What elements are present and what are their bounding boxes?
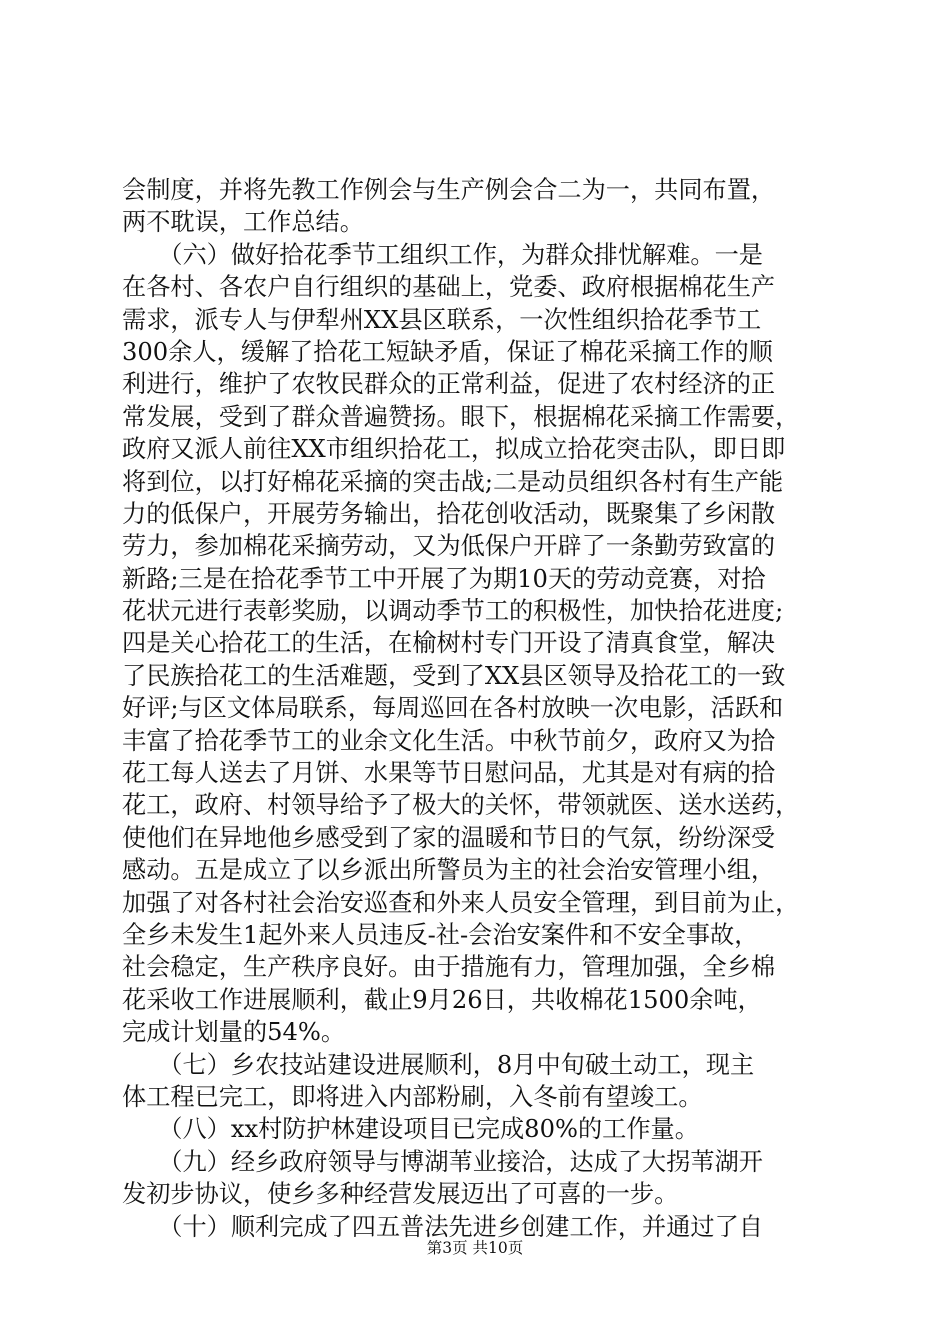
text-line: 两不耽误，工作总结。 (122, 208, 364, 237)
text-line: 劳力，参加棉花采摘劳动，又为低保户开辟了一条勤劳致富的 (122, 532, 776, 561)
text-line: 在各村、各农户自行组织的基础上，党委、政府根据棉花生产 (122, 273, 776, 302)
text-line: 利进行，维护了农牧民群众的正常利益，促进了农村经济的正 (122, 370, 776, 399)
text-line: 丰富了拾花季节工的业余文化生活。中秋节前夕，政府又为拾 (122, 726, 776, 755)
text-line: 了民族拾花工的生活难题，受到了XX县区领导及拾花工的一致 (122, 661, 786, 690)
text-line: 社会稳定，生产秩序良好。由于措施有力，管理加强，全乡棉 (122, 953, 776, 982)
text-line: 体工程已完工，即将进入内部粉刷，入冬前有望竣工。 (122, 1082, 703, 1111)
text-line: 政府又派人前往XX市组织拾花工，拟成立拾花突击队，即日即 (122, 435, 786, 464)
text-line: 需求，派专人与伊犁州XX县区联系，一次性组织拾花季节工 (122, 305, 762, 334)
text-line: 完成计划量的54%。 (122, 1018, 346, 1047)
text-line: 感动。五是成立了以乡派出所警员为主的社会治安管理小组， (122, 856, 776, 885)
text-line: 300余人，缓解了拾花工短缺矛盾，保证了棉花采摘工作的顺 (122, 337, 773, 366)
text-line: 会制度，并将先教工作例会与生产例会合二为一，共同布置， (122, 176, 776, 204)
text-line: （九）经乡政府领导与博湖苇业接洽，达成了大拐苇湖开 (122, 1147, 763, 1176)
text-line: 常发展，受到了群众普遍赞扬。眼下，根据棉花采摘工作需要， (122, 402, 800, 431)
text-line: 发初步协议，使乡多种经营发展迈出了可喜的一步。 (122, 1180, 679, 1209)
text-line: 花工，政府、村领导给予了极大的关怀，带领就医、送水送药， (122, 791, 800, 820)
text-line: （六）做好拾花季节工组织工作，为群众排忧解难。一是 (122, 240, 763, 269)
text-line: 花采收工作进展顺利，截止9月26日，共收棉花1500余吨， (122, 985, 762, 1014)
text-line: 力的低保户，开展劳务输出，拾花创收活动，既聚集了乡闲散 (122, 499, 776, 528)
text-line: 加强了对各村社会治安巡查和外来人员安全管理，到目前为止， (122, 888, 800, 917)
text-line: （八）xx村防护林建设项目已完成80%的工作量。 (122, 1115, 699, 1144)
text-line: 四是关心拾花工的生活，在榆树村专门开设了清真食堂，解决 (122, 629, 776, 658)
text-line: 全乡未发生1起外来人员违反-社-会治安案件和不安全事故， (122, 920, 759, 949)
page-number-footer: 第3页 共10页 (426, 1239, 524, 1257)
text-line: （十）顺利完成了四五普法先进乡创建工作，并通过了自 (122, 1212, 763, 1241)
text-line: 将到位，以打好棉花采摘的突击战;二是动员组织各村有生产能 (122, 467, 784, 496)
text-line: 使他们在异地他乡感受到了家的温暖和节日的气氛，纷纷深受 (122, 823, 776, 852)
text-line: 新路;三是在拾花季节工中开展了为期10天的劳动竞赛，对拾 (122, 564, 766, 593)
text-line: 花工每人送去了月饼、水果等节日慰问品，尤其是对有病的拾 (122, 759, 776, 788)
text-line: 好评;与区文体局联系，每周巡回在各村放映一次电影，活跃和 (122, 694, 784, 723)
body-text (122, 174, 837, 1243)
text-line: 花状元进行表彰奖励，以调动季节工的积极性，加快拾花进度; (122, 597, 784, 626)
text-line: （七）乡农技站建设进展顺利，8月中旬破土动工，现主 (122, 1050, 755, 1079)
